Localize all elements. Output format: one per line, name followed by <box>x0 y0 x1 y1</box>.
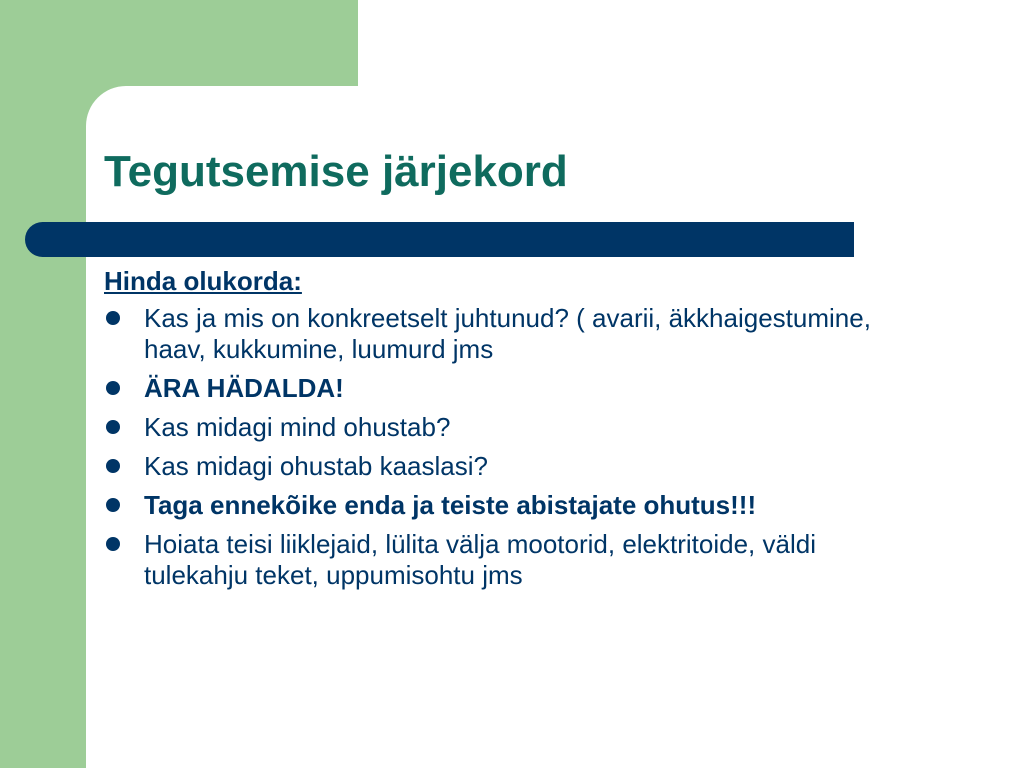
bullet-text: Hoiata teisi liiklejaid, lülita välja mootorid, elektritoide, väldi tulekahju teket, uppumisohtu jms <box>144 529 816 590</box>
slide-title: Tegutsemise järjekord <box>104 147 568 196</box>
bullet-item <box>104 529 924 591</box>
slide-body <box>104 266 924 599</box>
bullet-text: Kas midagi ohustab kaaslasi? <box>144 451 488 481</box>
bullet-dot-icon <box>106 498 120 512</box>
bullet-text: ÄRA HÄDALDA! <box>144 373 344 403</box>
bullet-dot-icon <box>106 537 120 551</box>
bullet-text: Taga ennekõike enda ja teiste abistajate ohutus!!! <box>144 490 757 520</box>
bullet-dot-icon <box>106 420 120 434</box>
bullet-item <box>104 490 924 521</box>
bullet-dot-icon <box>106 311 120 325</box>
bullet-item <box>104 412 924 443</box>
bullet-text: Kas ja mis on konkreetselt juhtunud? ( avarii, äkkhaigestumine, haav, kukkumine, luumurd jms <box>144 303 871 364</box>
bullet-dot-icon <box>106 381 120 395</box>
section-subheading: Hinda olukorda: <box>104 266 302 296</box>
white-top-region <box>358 0 1024 86</box>
title-divider-bar <box>25 222 854 257</box>
decorative-green-block <box>0 0 358 86</box>
bullet-item <box>104 303 924 365</box>
bullet-list <box>104 303 924 591</box>
bullet-item <box>104 451 924 482</box>
bullet-text: Kas midagi mind ohustab? <box>144 412 451 442</box>
bullet-item <box>104 373 924 404</box>
bullet-dot-icon <box>106 459 120 473</box>
